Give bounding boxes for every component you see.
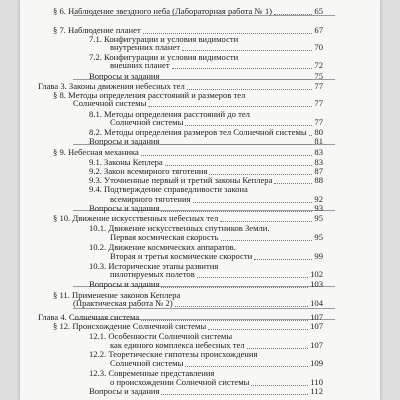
toc-entry-title: 12.3. Современные представления — [89, 368, 215, 378]
toc-entry-title: (Практическая работа № 2) — [73, 298, 173, 308]
toc-entry-title: § 9. Небесная механика — [53, 147, 139, 157]
leader-dots — [161, 78, 312, 80]
toc-entry-title: 12.1. Особенности Солнечной системы — [89, 331, 233, 341]
toc-page-number: 70 — [314, 42, 323, 52]
leader-dots — [161, 143, 312, 145]
leader-dots — [309, 134, 312, 136]
leader-dots — [274, 182, 312, 184]
toc-entry-title: § 12. Происхождение Солнечной системы — [53, 321, 207, 331]
toc-entry-title: Вопросы и задания — [89, 136, 160, 146]
toc-page-number: 75 — [314, 71, 323, 81]
toc-page-number: 93 — [314, 203, 323, 213]
toc-page-number: 112 — [310, 386, 323, 396]
toc-entry-title: 7.2. Конфигурации и условия видимости — [89, 52, 239, 62]
leader-dots — [175, 305, 308, 307]
toc-page-number: 104 — [310, 298, 323, 308]
leader-dots — [182, 49, 312, 51]
toc-entry-title: § 11. Применение законов Кеплера — [53, 290, 181, 300]
toc-entry-title: 8.2. Методы определения размеров тел Солнечной системы — [89, 127, 307, 137]
toc-entry-title: о происхождении Солнечной системы — [110, 377, 250, 387]
leader-dots — [193, 201, 312, 203]
toc-page-number: 83 — [314, 157, 323, 167]
toc-page-number: 95 — [314, 232, 323, 242]
toc-entry-title: 9.2. Закон всемирного тяготения — [89, 166, 208, 176]
leader-dots — [185, 124, 312, 126]
leader-dots — [148, 105, 312, 107]
toc-page-number: 107 — [310, 312, 323, 322]
toc-page-number: 72 — [314, 60, 323, 70]
book-page — [20, 0, 380, 400]
toc-entry-title: 8.1. Методы определения расстояний до тел — [89, 109, 250, 119]
toc-page-number: 81 — [314, 136, 323, 146]
toc-entry-title: Солнечной системы — [110, 358, 184, 368]
toc-page-number: 83 — [314, 147, 323, 157]
toc-entry-title: Первая космическая скорость — [110, 232, 219, 242]
leader-dots — [161, 210, 312, 212]
toc-entry-title: 9.1. Законы Кеплера — [89, 157, 163, 167]
leader-dots — [274, 13, 312, 15]
toc-entry-title: Вопросы и задания — [89, 386, 160, 396]
leader-dots — [251, 384, 308, 386]
toc-entry-title: Вторая и третья космические скорости — [110, 251, 253, 261]
toc-entry-title: внешних планет — [110, 60, 170, 70]
toc-entry-title: Вопросы и задания — [89, 71, 160, 81]
toc-page-number: 67 — [314, 25, 323, 35]
leader-dots — [161, 286, 308, 288]
toc-page-number: 107 — [310, 340, 323, 350]
toc-entry-title: всемирного тяготения — [110, 194, 191, 204]
leader-dots — [161, 393, 308, 395]
leader-dots — [254, 258, 312, 260]
toc-entry-title: 9.4. Подтверждение справедливости закона — [89, 184, 248, 194]
toc-entry-title: Солнечной системы — [73, 98, 147, 108]
toc-entry-title: 12.2. Теоретические гипотезы происхождения — [89, 349, 258, 359]
toc-page-number: 103 — [310, 279, 323, 289]
leader-dots — [172, 67, 312, 69]
toc-entry-title: § 7. Наблюдение планет — [53, 25, 141, 35]
toc-entry-title: 10.3. Исторические этапы развития — [89, 261, 219, 271]
toc-entry-title: § 10. Движение искусственных небесных тел — [53, 213, 219, 223]
toc-page-number: 92 — [314, 194, 323, 204]
toc-entry-title: Вопросы и задания — [89, 203, 160, 213]
toc-entry-title: Вопросы и задания — [89, 279, 160, 289]
toc-entry-title: 9.3. Уточненные первый и третий законы Кеплера — [89, 175, 273, 185]
toc-entry-title: § 8. Методы определения расстояний и размеров тел — [53, 90, 246, 100]
toc-page-number: 107 — [310, 321, 323, 331]
toc-page-number: 77 — [314, 117, 323, 127]
toc-page-number: 99 — [314, 251, 323, 261]
toc-entry-title: как единого комплекса небесных тел — [110, 340, 245, 350]
toc-entry-title: 7.1. Конфигурации и условия видимости — [89, 34, 239, 44]
leader-dots — [208, 328, 308, 330]
toc-entry-title: Глава 4. Солнечная система — [38, 312, 140, 322]
leader-dots — [221, 239, 312, 241]
toc-entry-title: пилотируемых полетов — [110, 269, 195, 279]
toc-page-number: 110 — [310, 377, 323, 387]
toc-page-number: 80 — [314, 127, 323, 137]
toc-page-number: 77 — [314, 98, 323, 108]
toc-page-number: 88 — [314, 175, 323, 185]
leader-dots — [220, 220, 312, 222]
toc-entry-title: Глава 3. Законы движения небесных тел — [38, 81, 185, 91]
toc-entry-title: § 6. Наблюдение звездного неба (Лабораторная работа № 1) — [53, 6, 272, 16]
toc-page-number: 77 — [314, 81, 323, 91]
toc-page-number: 87 — [314, 166, 323, 176]
leader-dots — [141, 154, 312, 156]
leader-dots — [185, 365, 308, 367]
leader-dots — [197, 276, 308, 278]
toc-entry-title: 10.1. Движение искусственных спутников Земли. — [89, 223, 270, 233]
toc-entry-title: внутренних планет — [110, 42, 181, 52]
toc-entry-title: Солнечной системы — [110, 117, 184, 127]
toc-page-number: 102 — [310, 269, 323, 279]
toc-entry-title: 10.2. Движение космических аппаратов. — [89, 242, 236, 252]
toc-page-number: 109 — [310, 358, 323, 368]
toc-page-number: 95 — [314, 213, 323, 223]
toc-page-number: 65 — [314, 6, 323, 16]
